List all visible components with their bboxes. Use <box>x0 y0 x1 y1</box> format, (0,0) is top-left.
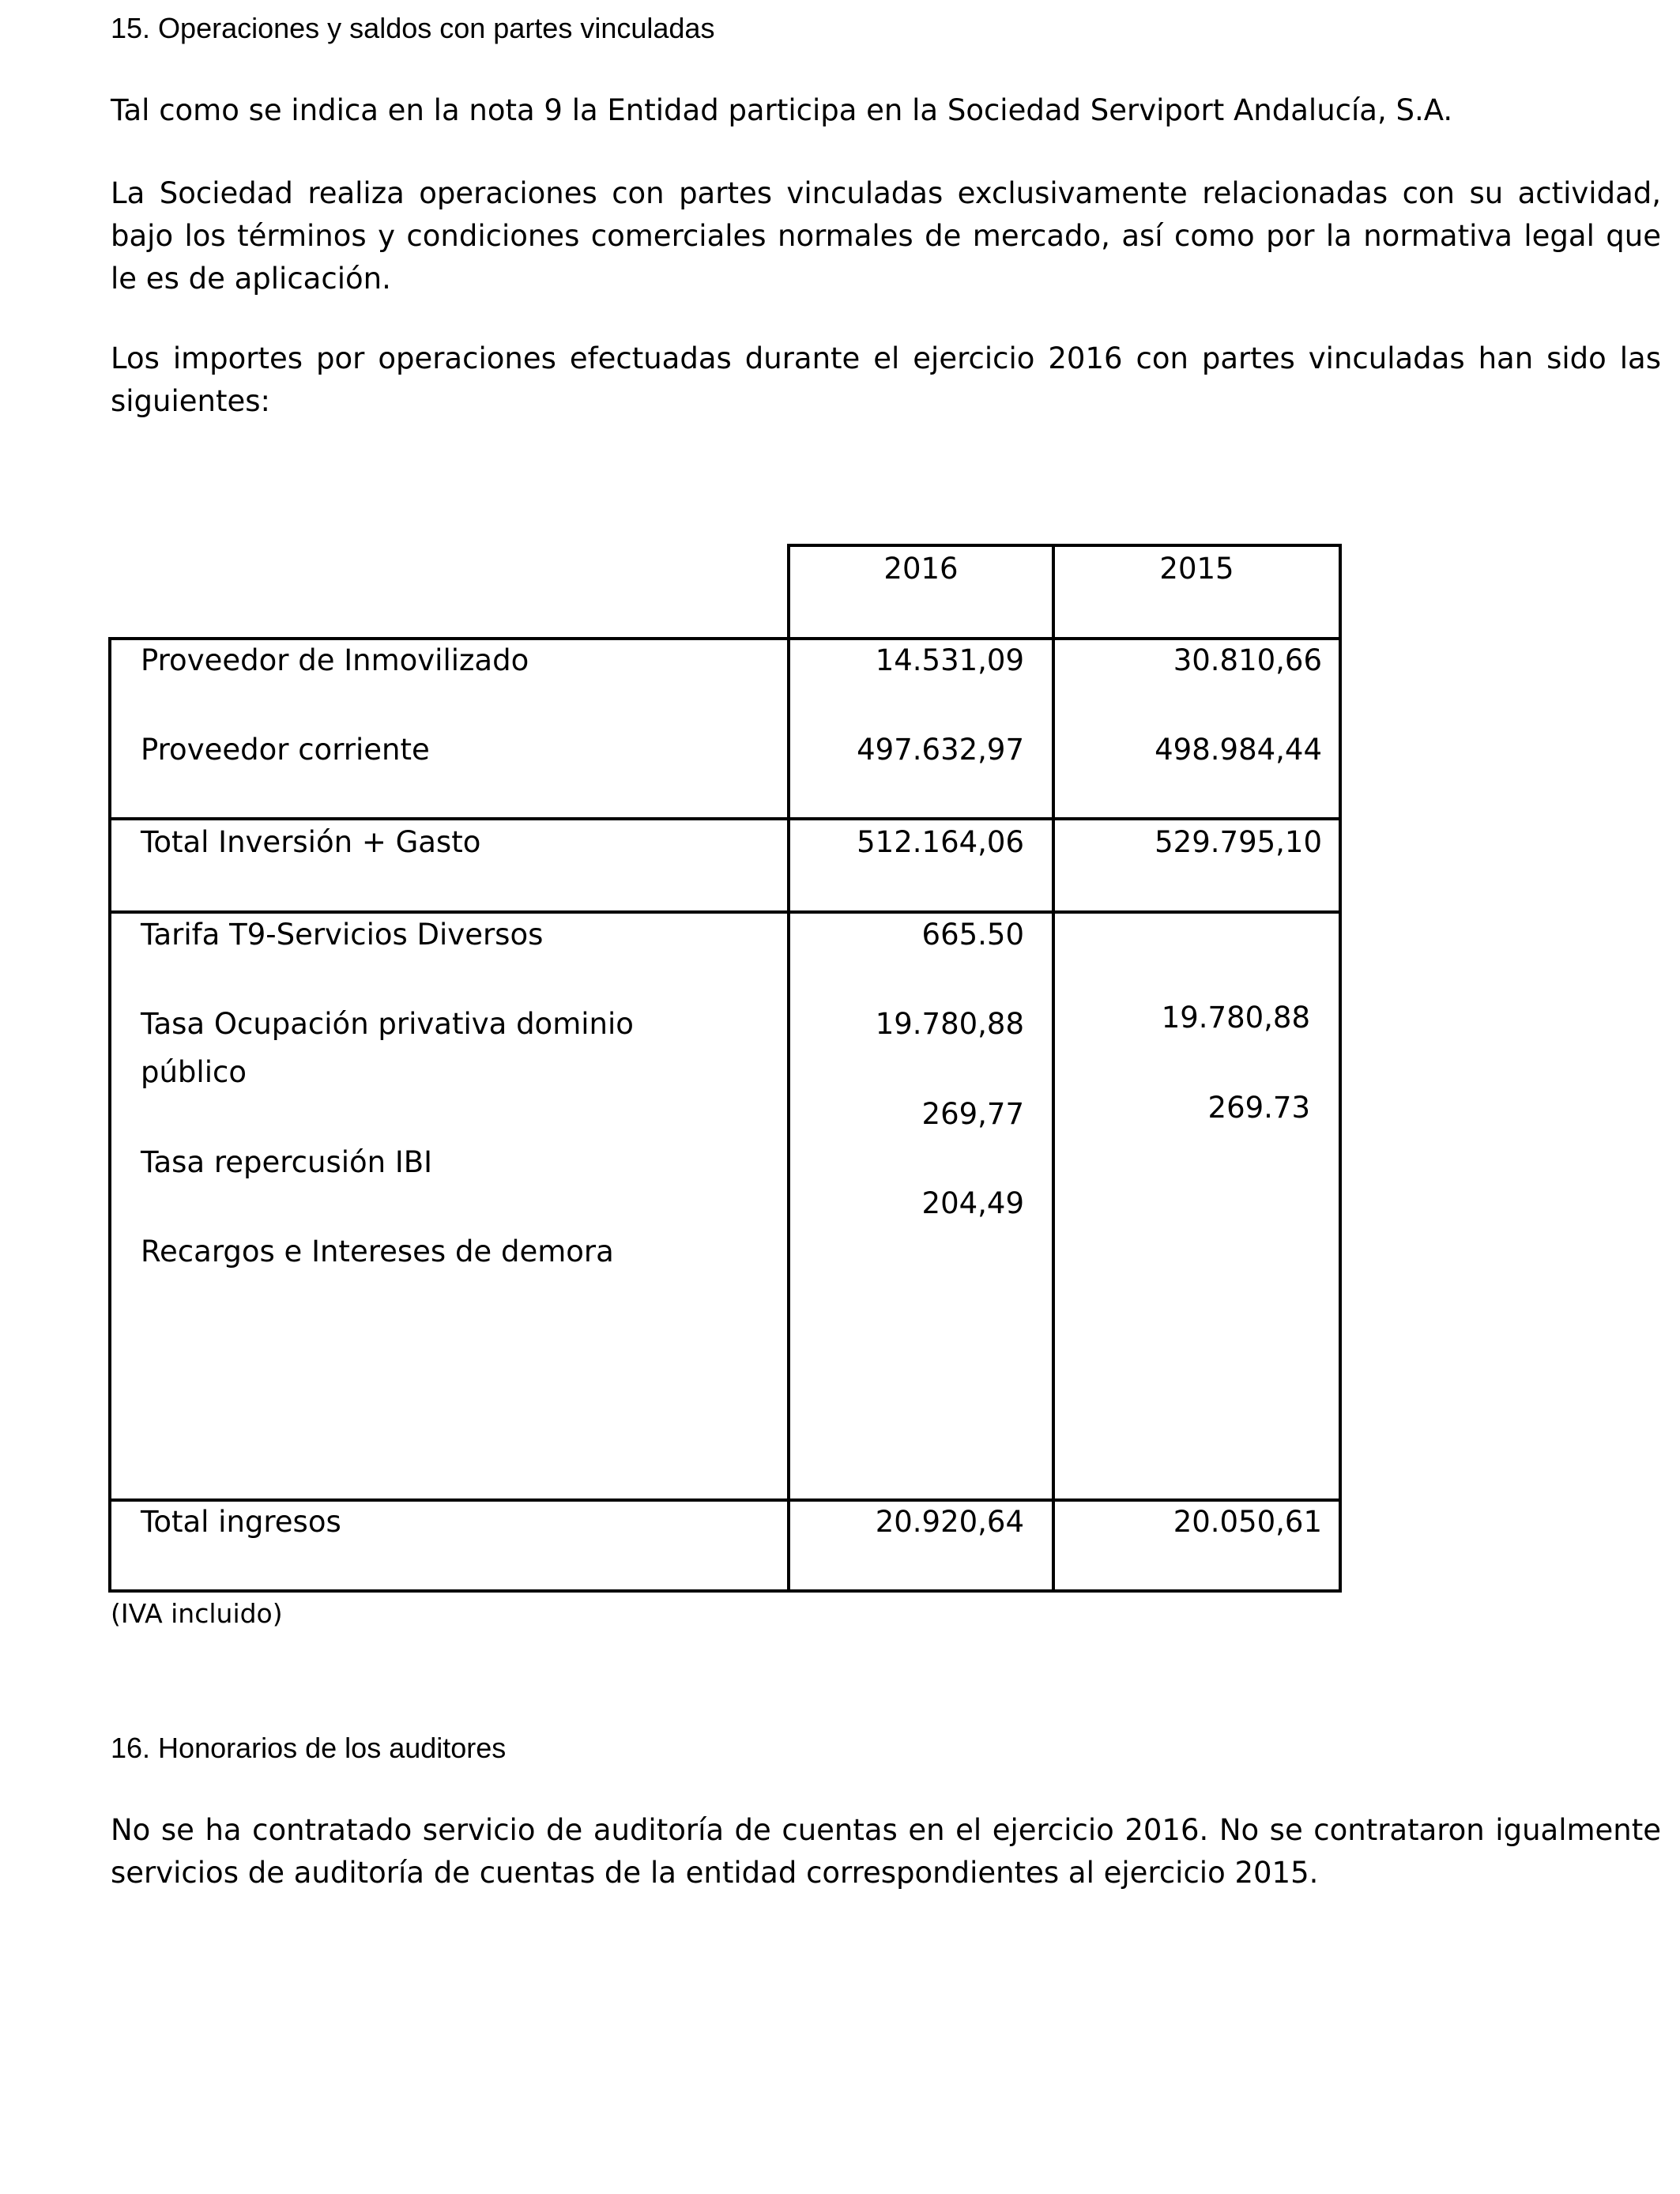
row-label-tasa-ocupacion-cont: público <box>141 1055 247 1089</box>
column-header-2016: 2016 <box>883 552 959 586</box>
table-border <box>108 817 1342 820</box>
cell-2015: 498.984,44 <box>1155 733 1322 767</box>
section-16-heading: 16. Honorarios de los auditores <box>111 1732 507 1764</box>
cell-2016: 497.632,97 <box>857 733 1024 767</box>
cell-2016: 20.920,64 <box>875 1505 1024 1539</box>
cell-2016: 512.164,06 <box>857 825 1024 859</box>
cell-2016: 204,49 <box>921 1186 1024 1220</box>
cell-2015: 20.050,61 <box>1173 1505 1322 1539</box>
row-label-total-ingresos: Total ingresos <box>141 1505 341 1539</box>
cell-2016: 19.780,88 <box>875 1007 1024 1041</box>
cell-2016: 269,77 <box>921 1097 1024 1131</box>
row-label-total-inversion-gasto: Total Inversión + Gasto <box>141 825 481 859</box>
section-15-paragraph-1: Tal como se indica en la nota 9 la Entidad participa en la Sociedad Serviport Andalucía, S.A. <box>111 93 1453 127</box>
table-border-left <box>108 637 111 1593</box>
row-label-recargos: Recargos e Intereses de demora <box>141 1235 614 1269</box>
row-label-tasa-ibi: Tasa repercusión IBI <box>141 1145 433 1179</box>
table-border <box>108 910 1342 914</box>
cell-2015: 30.810,66 <box>1173 643 1322 677</box>
cell-2015: 269.73 <box>1207 1091 1310 1125</box>
section-15-paragraph-2: La Sociedad realiza operaciones con partes vinculadas exclusivamente relacionadas con su actividad, bajo los términos y condiciones comerciales normales de mercado, así como por la normativa legal que le es de aplicación. <box>111 176 1661 296</box>
cell-2016: 665.50 <box>921 918 1024 952</box>
cell-2016: 14.531,09 <box>875 643 1024 677</box>
row-label-proveedor-inmovilizado: Proveedor de Inmovilizado <box>141 643 529 677</box>
table-border <box>108 637 1342 640</box>
column-header-2015: 2015 <box>1159 552 1234 586</box>
table-border-bottom <box>108 1589 1342 1593</box>
row-label-proveedor-corriente: Proveedor corriente <box>141 733 430 767</box>
table-column-divider <box>1052 544 1055 1593</box>
table-border <box>108 1498 1342 1502</box>
row-label-tasa-ocupacion: Tasa Ocupación privativa dominio <box>141 1007 634 1041</box>
section-15-paragraph-3: Los importes por operaciones efectuadas durante el ejercicio 2016 con partes vinculadas han sido las siguientes: <box>111 341 1661 418</box>
cell-2015: 19.780,88 <box>1161 1001 1310 1035</box>
row-label-tarifa-t9: Tarifa T9-Servicios Diversos <box>141 918 544 952</box>
section-16-paragraph-line-1: No se ha contratado servicio de auditoría de cuentas en el ejercicio 2016. No se contrataron igualmente <box>111 1813 1661 1847</box>
cell-2015: 529.795,10 <box>1155 825 1322 859</box>
section-16-paragraph-line-2: servicios de auditoría de cuentas de la entidad correspondientes al ejercicio 2015. <box>111 1856 1319 1890</box>
table-border-right <box>1339 544 1342 1593</box>
table-footnote: (IVA incluido) <box>111 1598 283 1629</box>
table-border-top <box>787 544 1342 547</box>
table-column-divider <box>787 544 790 1593</box>
section-15-heading: 15. Operaciones y saldos con partes vinculadas <box>111 12 715 44</box>
